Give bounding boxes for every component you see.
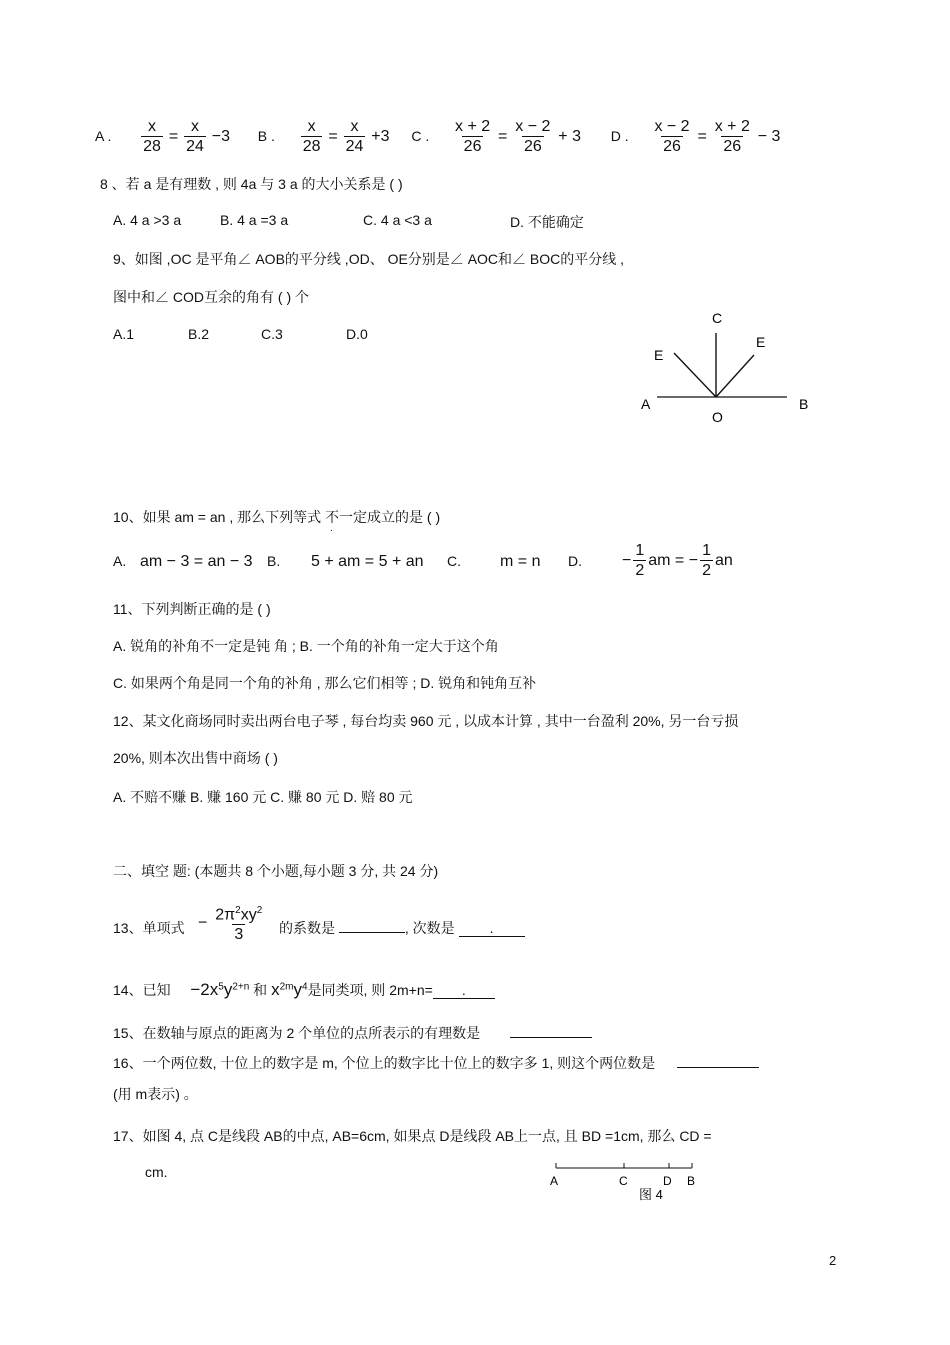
q9-option-b: B.2 [188,326,210,342]
q15-answer-blank[interactable] [510,1037,592,1038]
label-c: C [619,1174,628,1188]
label-a: A [550,1174,559,1188]
label-o: O [712,409,723,425]
q9-stem-line2: 图中和∠ COD互余的角有 ( ) 个 [113,289,309,305]
q10-option-b-label: B. [267,553,281,569]
q8-option-d: D. 不能确定 [510,214,584,230]
label-a: A [641,396,651,412]
fraction: $\frac{x}{28}$ [302,118,321,155]
q9-option-c: C.3 [261,326,283,342]
q11-options-line1: A. 锐角的补角不一定是钝 角 ; B. 一个角的补角一定大于这个角 [113,638,499,654]
q7-options: A . $\frac{x}{28}$ = $\frac{x}{24}$ −3 B . $\frac{x}{28}$ = $\frac{x}{24}$ +3 C . $\frac{x + 2}{26}$ = $\frac{x - 2}{26}$ + 3 D . $\frac{x - 2}{26}$ = $\frac{x + 2}{26}$ − 3 [95,118,781,155]
fraction: $\frac{x + 2}{26}$ [714,118,750,155]
q8-option-a: A. 4 a >3 a [113,212,182,228]
page-number: 2 [829,1253,837,1268]
q17-line2: cm. [145,1164,168,1180]
q11-stem: 11、下列判断正确的是 ( ) [113,601,271,617]
fraction: $\frac{x}{24}$ [186,118,204,155]
emphasis-mark: 不 . [325,509,339,534]
q13-prefix: 13、单项式 [113,920,185,936]
ray-oe-left [674,353,716,397]
fraction: $\frac{x - 2}{26}$ [654,118,690,155]
q10-option-a: am − 3 = an − 3 [140,553,253,570]
q10-option-b: 5 + am = 5 + an [311,553,424,570]
q8-option-c: C. 4 a <3 a [363,212,432,228]
q10-option-d-label: D. [568,553,582,569]
q14-statement: 14、已知 $-2x^5y^{2+n}$ 和 $x^{2m}y^4$是同类项, 则 2m+n= . [113,980,495,1000]
fraction: $\frac{1}{2}$ [702,542,711,579]
q10-option-c-label: C. [447,553,461,569]
ray-oe-right [716,355,754,397]
q16-answer-blank[interactable] [677,1067,759,1068]
label-d: D [663,1174,672,1188]
q9-stem-line1: 9、如图 ,OC 是平角∠ AOB的平分线 ,OD、 OE分别是∠ AOC和∠ BOC的平分线 , [113,251,625,267]
q10-option-a-label: A. [113,553,127,569]
q11-options-line2: C. 如果两个角是同一个角的补角 , 那么它们相等 ; D. 锐角和钝角互补 [113,675,537,691]
q7-option-d-label: D . [610,128,629,145]
label-e-left: E [654,347,664,363]
q13-degree-blank[interactable]: . [459,920,525,937]
fraction: $\frac{x}{28}$ [143,118,161,155]
fraction: $\frac{1}{2}$ [635,542,645,579]
fraction: $\frac{x + 2}{26}$ [455,118,491,155]
label-b: B [687,1174,696,1188]
q12-options: A. 不赔不赚 B. 赚 160 元 C. 赚 80 元 D. 赔 80 元 [113,789,413,805]
q9-option-d: D.0 [346,326,368,342]
label-b: B [799,396,809,412]
q13-coefficient-blank[interactable] [339,932,405,933]
q7-option-b-label: B . [257,128,275,145]
section-heading: 二、填空 题: (本题共 8 个小题,每小题 3 分, 共 24 分) [113,863,439,879]
q13-monomial: − $\frac{2\pi^2xy^2}{3}$ [198,902,266,945]
q8-option-b: B. 4 a =3 a [220,212,289,228]
q8-stem: 8 、若 a 是有理数 , 则 4a 与 3 a 的大小关系是 ( ) [100,176,403,192]
angle-figure [630,305,820,430]
q17-line1: 17、如图 4, 点 C是线段 AB的中点, AB=6cm, 如果点 D是线段 AB上一点, 且 BD =1cm, 那么 CD = [113,1128,712,1144]
q15-statement: 15、在数轴与原点的距离为 2 个单位的点所表示的有理数是 [113,1023,592,1043]
label-c: C [712,310,723,326]
q9-option-a: A.1 [113,326,135,342]
fraction: $\frac{x - 2}{26}$ [515,118,551,155]
q16-line2: (用 m表示) 。 [113,1086,198,1102]
q16-line1: 16、一个两位数, 十位上的数字是 m, 个位上的数字比十位上的数字多 1, 则这个两位数是 [113,1053,759,1073]
q7-option-a-label: A . [95,128,112,145]
fraction: $\frac{2\pi^2xy^2}{3}$ [215,905,263,944]
q12-stem-line1: 12、某文化商场同时卖出两台电子琴 , 每台均卖 960 元 , 以成本计算 , 其中一台盈利 20%, 另一台亏损 [113,713,739,729]
q7-option-c-label: C . [411,128,430,145]
q10-stem: 10、如果 am = an , 那么下列等式 不 . 一定成立的是 ( ) [113,509,441,534]
label-e-right: E [756,334,766,350]
q12-stem-line2: 20%, 则本次出售中商场 ( ) [113,750,278,766]
q13-coefficient-text: 的系数是 , 次数是 . [279,918,525,938]
q14-answer-blank[interactable]: . [433,982,495,999]
q10-option-d: − $\frac{1}{2}$ am = − $\frac{1}{2}$ an [622,542,733,579]
segment-figure [545,1155,705,1205]
figure-caption: 图 4 [639,1187,663,1202]
fraction: $\frac{x}{24}$ [345,118,364,155]
q10-option-c: m = n [500,553,541,570]
